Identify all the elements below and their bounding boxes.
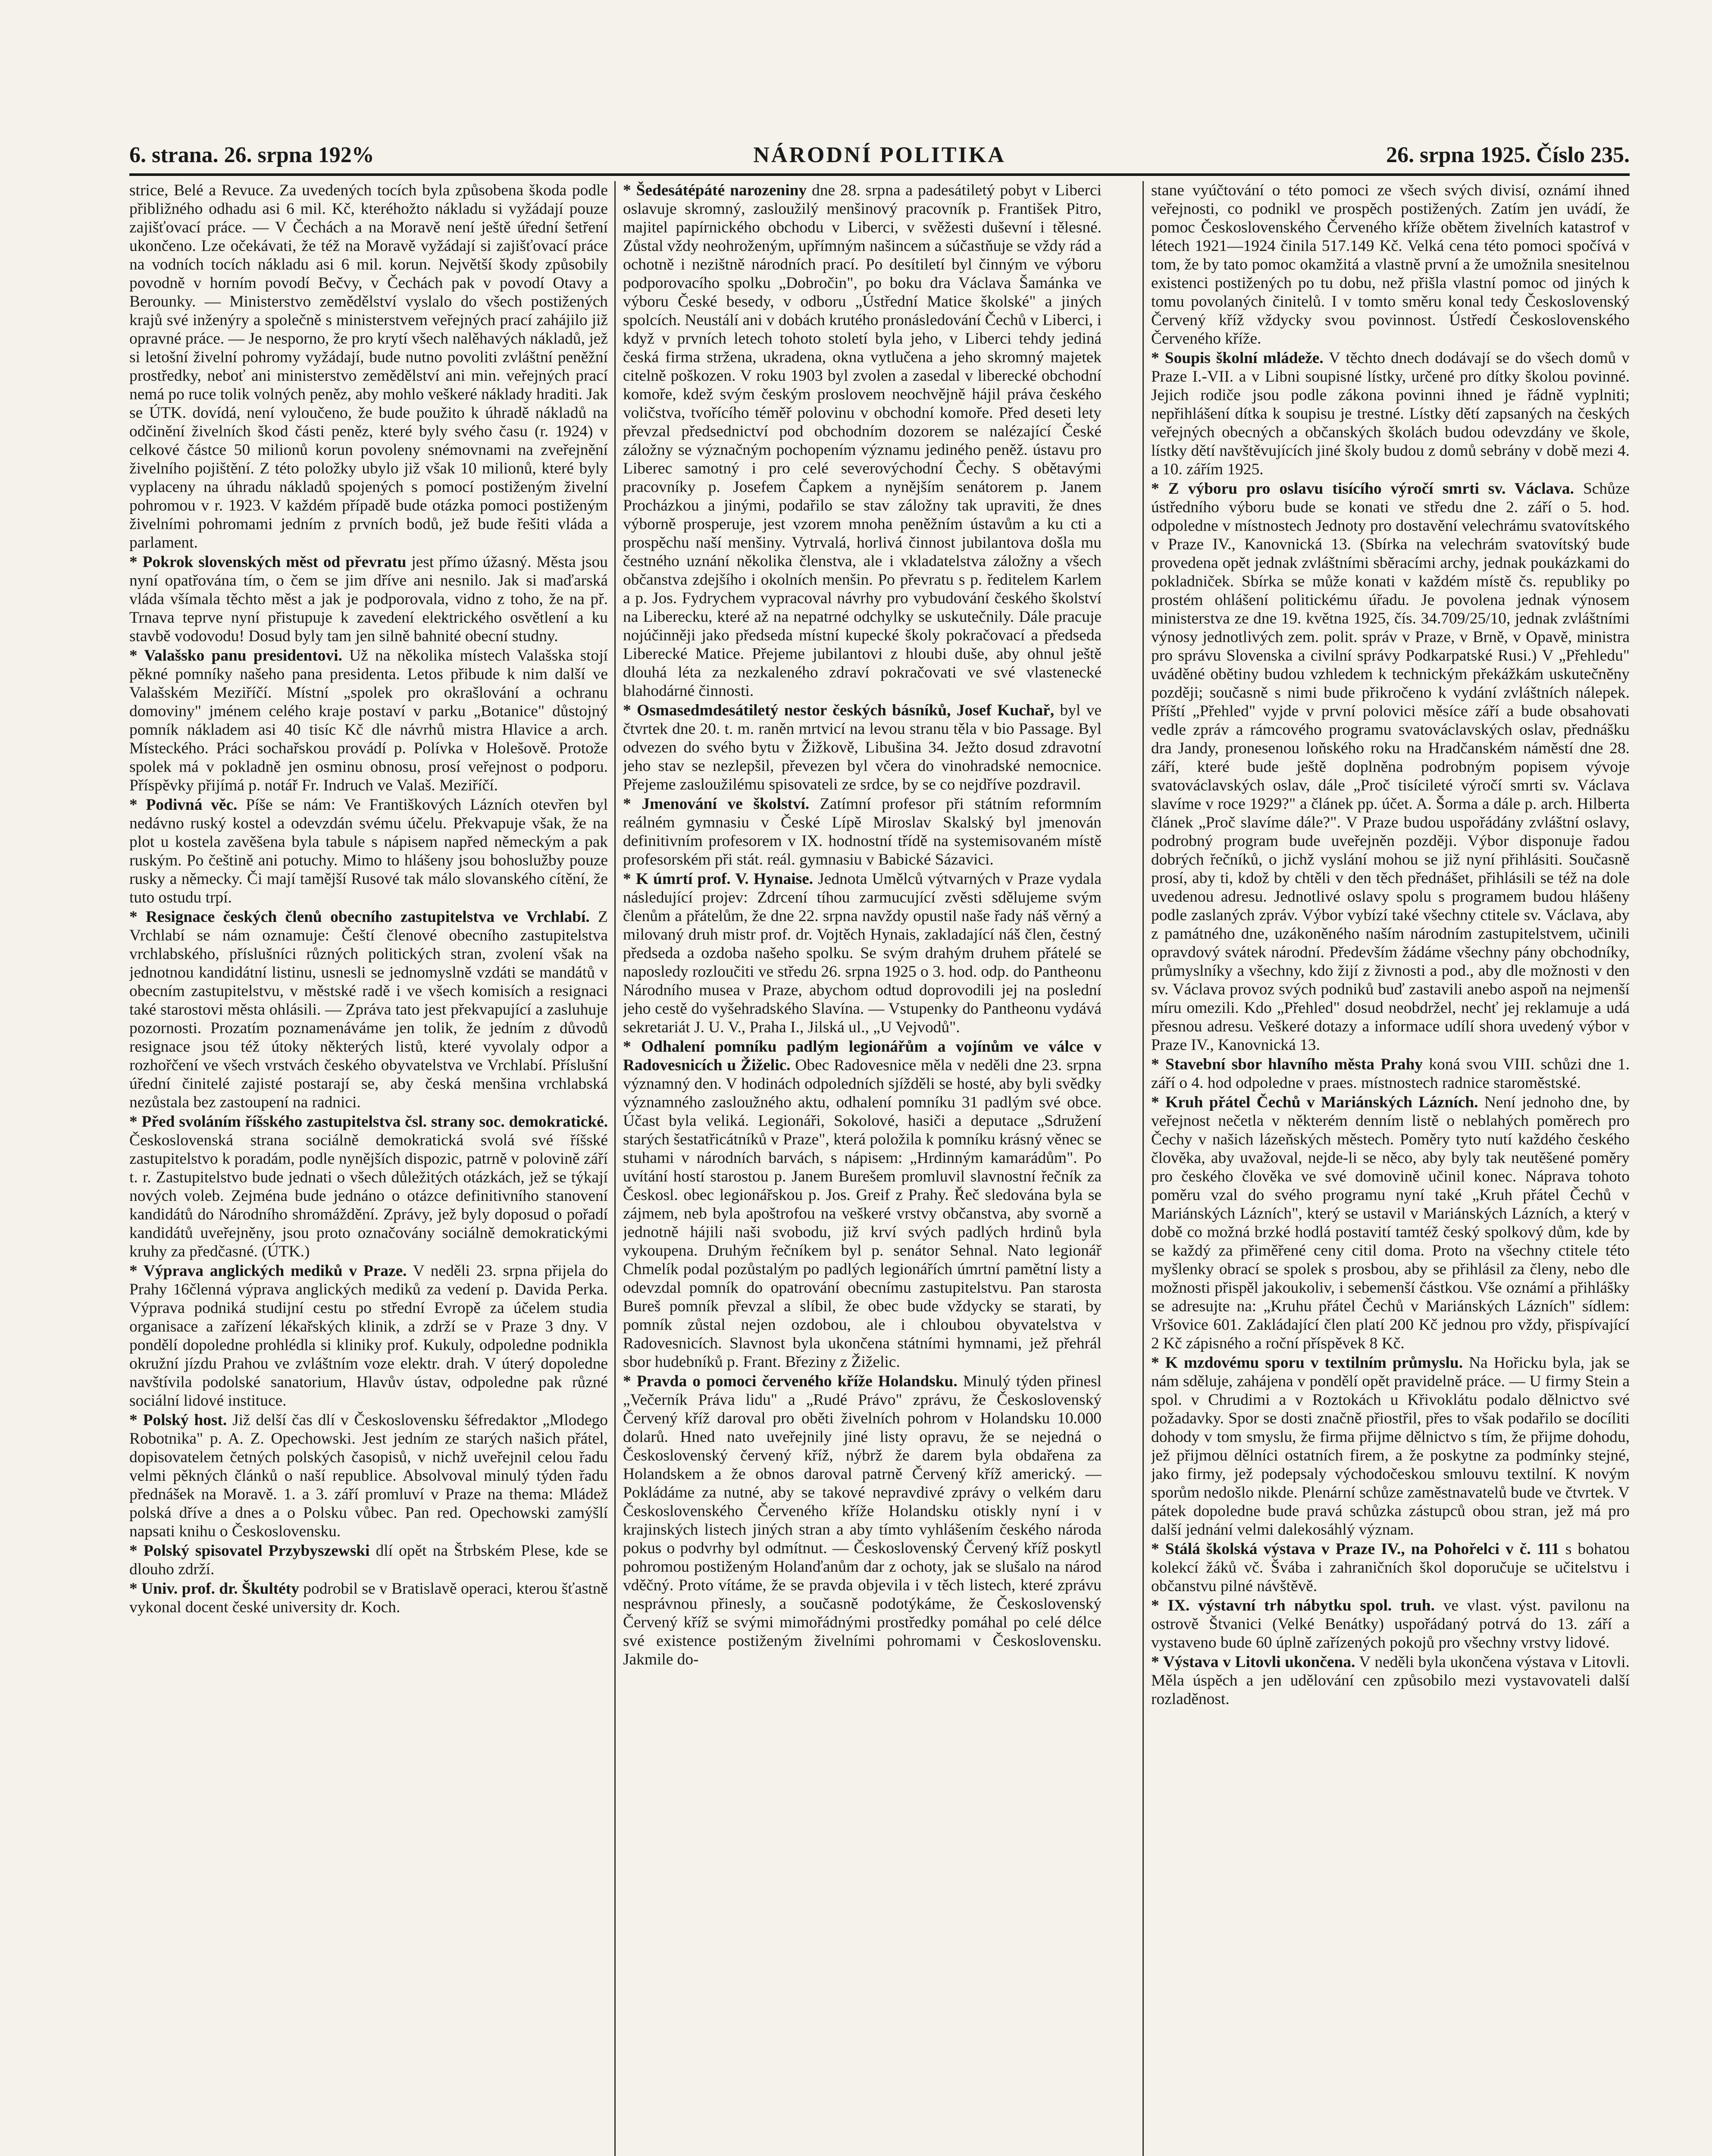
header-rule xyxy=(129,173,1630,176)
article-text: s bohatou kolekcí žáků vč. Švába i zahraničních škol doporučuje se učitelstvu i občanstvu pilné návštěvě. xyxy=(1151,1540,1630,1595)
article-text: strice, Belé a Revuce. Za uvedených tocích byla způsobena škoda podle přibližného odhadu asi 6 mil. Kč, kteréhožto nákladu si vyžádají pouze zajišťovací práce. — V Čechách a na Moravě není ještě úřední šetření ukončeno. Lze očekávati, že též na Moravě vyžádají si zajišťovací práce na vodních tocích nákladu asi 6 mil. korun. Největší škody způsobily povodně v horním povodí Bečvy, v Čechách pak v povodí Otavy a Berounky. — Ministerstvo zemědělství vyslalo do všech postižených krajů své inženýry a společně s ministerstvem veřejných prací zahájilo již opravné práce. — Je nesporno, že pro krytí všech nalěhavých nákladů, jež si letošní živelní pohromy vyžádají, bude nutno povoliti zvláštní peněžní prostředky, neboť ani ministerstvo zemědělství ani min. veřejných prací nemá po ruce tolik volných peněz, aby mohlo veškeré náklady hraditi. Jak se ÚTK. dovídá, není vyloučeno, že bude použito k úhradě nákladů na odčinění živelních škod části peněz, které byly svého času (r. 1924) v celkové částce 50 milionů korun povoleny snémovnami na zveřejnění živelního pojištění. Z této položky ubylo již však 10 milionů, které byly vyplaceny na úhradu nákladů spojených s pomocí postiženým živelní pohromou v r. 1923. V každém případě bude otázka pomoci postiženým živelními pohromami jedním z prvních bodů, jež bude řešiti vláda a parlament. xyxy=(129,182,608,552)
page-header xyxy=(129,142,1630,172)
article-paragraph xyxy=(1151,181,1630,348)
article-heading: * Výstava v Litovli ukončena. xyxy=(1151,1653,1355,1671)
article-heading: * Osmasedmdesátiletý nestor českých básníků, Josef Kuchař, xyxy=(623,702,1054,719)
article-paragraph xyxy=(623,795,1102,869)
article-text: Není jednoho dne, by veřejnost nečetla v některém denním listě o neblahých poměrech pro Čechy v našich lázeňských městech. Poměry tyto nutí každého českého člověka, aby uvažoval, nejde-li se něco, aby byly tak neutěšené poměry pro českého člověka ve své domovině učinil konec. Náprava tohoto poměru vzal do svého programu nyní také „Kruh přátel Čechů v Mariánských Lázních", který se ustavil v Mariánských Lázních, a který v době co možná brzké hodlá postavití tamtéž český spolkový dům, kde by se každý za přiměřené ceny citil doma. Proto na všechny ctitele této myšlenky obrací se spolek s prosbou, aby se přihlásil za členy, nebo dle možnosti přispěl jakoukoliv, i sebemenší částkou. Vše oznámí a přihlášky se adresujte na: „Kruhu přátel Čechů v Mariánských Lázních" sídlem: Vršovice 601. Zakládající člen platí 200 Kč jednou pro vždy, přispívající 2 Kč zápisného a roční příspěvek 8 Kč. xyxy=(1151,1094,1630,1352)
article-heading: * Před svoláním říšského zastupitelstva čsl. strany soc. demokratické. xyxy=(129,1113,608,1131)
article-text: Minulý týden přinesl „Večerník Práva lidu" a „Rudé Právo" zprávu, že Československý Červený kříž daroval pro oběti živelních pohrom v Holandsku 10.000 dolarů. Hned nato uveřejnily jiné listy opravu, že se nejedná o Československý červený kříž, nýbrž že darem byla obdařena za Holandskem a že obnos daroval patrně Červený kříž americký. — Pokládáme za nutné, aby se takové nepravdivé zprávy o velkém daru Československého Červeného kříže Holandsku otiskly nyní i v krajinských listech jiných stran a aby tímto vyhlášením českého národa pokus o podvrhy byl odmítnut. — Československý Červený kříž poskytl pohromou postiženým Holanďanům dar z ochoty, jak se slušalo na národ vděčný. Proto vítáme, že se pravda objevila i v těch listech, které zprávu nesprávnou přinesly, a současně podotýkáme, že Československý Červený kříž se svými mimořádnými prostředky pomáhal po celé délce své existence postiženým živelními pohromami v Československu. Jakmile do- xyxy=(623,1373,1102,1668)
article-text: ve vlast. výst. pavilonu na ostrově Štvanici (Velké Benátky) uspořádaný potrvá do 13. září a vystaveno bude 60 úplně zařízených pokojů pro všechny vrstvy lidové. xyxy=(1151,1597,1630,1651)
article-heading: * Pravda o pomoci červeného kříže Holandsku. xyxy=(623,1373,958,1390)
article-heading: * Pokrok slovenských měst od převratu xyxy=(129,553,406,571)
article-heading: * Z výboru pro oslavu tisícího výročí smrti sv. Václava. xyxy=(1151,480,1574,498)
column-2 xyxy=(623,181,1102,2156)
article-paragraph xyxy=(623,1372,1102,1669)
article-paragraph xyxy=(1151,1093,1630,1353)
article-heading: * IX. výstavní trh nábytku spol. truh. xyxy=(1151,1597,1435,1614)
article-text: Z Vrchlabí se nám oznamuje: Čeští členové obecního zastupitelstva vrchlabského, příslušníci různých politických stran, zvolení však na jednotnou kandidátní listinu, usnesli se jednomyslně vzdáti se mandátů v obecním zastupitelstvu, v městské radě i ve všech komisích a resignaci také starostovi města ohlásili. — Zpráva tato jest překvapující a zasluhuje pozornosti. Prozatím poznamenáváme jen tolik, že jedním z důvodů resignace jsou též útoky některých listů, které vyvolaly odpor a rozhořčení ve všech vrstvách českého obyvatelstva ve Vrchlabí. Příslušní úřední činitelé zajisté postarají se, aby česká menšina vrchlabská nezůstala bez zastoupení na radnici. xyxy=(129,908,608,1111)
article-heading: * Jmenování ve školství. xyxy=(623,795,809,813)
article-heading: * Resignace českých členů obecního zastupitelstva ve Vrchlabí. xyxy=(129,908,590,926)
article-heading: * Šedesátépáté narozeniny xyxy=(623,182,807,199)
article-heading: * Valašsko panu presidentovi. xyxy=(129,647,342,664)
article-paragraph xyxy=(1151,1596,1630,1652)
article-paragraph xyxy=(1151,349,1630,479)
header-date-right: 26. srpna 1925. Číslo 235. xyxy=(1386,143,1630,167)
article-text: jest přímo úžasný. Města jsou nyní opatřována tím, o čem se jim dříve ani nesnilo. Jak si maďarská vláda všímala těchto měst a jak je podporovala, vidno z toho, že na př. Trnava teprve nyní přistupuje k zavedení elektrického osvětlení a ku stavbě vodovodu! Dosud byly tam jen silně bahnité obecní studny. xyxy=(129,553,608,645)
article-paragraph xyxy=(1151,1354,1630,1539)
article-text: Už na několika místech Valašska stojí pěkné pomníky našeho pana presidenta. Letos přibude k nim další ve Valašském Meziříčí. Místní „spolek pro okrašlování a ochranu domoviny" jménem celého kraje postaví v parku „Botanice" důstojný pomník nákladem asi 40 tisíc Kč dle návrhů mistra Hlavice a arch. Místeckého. Práci sochařskou provádí p. Polívka v Holešově. Protože spolek má v pokladně jen osminu obnosu, prosí veřejnost o podporu. Příspěvky přijímá p. notář Fr. Indruch ve Valaš. Meziříčí. xyxy=(129,647,608,794)
article-paragraph xyxy=(129,908,608,1112)
column-1 xyxy=(129,181,608,2156)
article-paragraph xyxy=(623,870,1102,1037)
article-paragraph xyxy=(129,1579,608,1617)
article-paragraph xyxy=(623,181,1102,700)
article-heading: * Kruh přátel Čechů v Mariánských Lázních. xyxy=(1151,1094,1478,1111)
article-text: Obec Radovesnice měla v neděli dne 23. srpna významný den. V hodinách odpoledních sjížděli se hosté, aby byli svědky významného zasloužného aktu, odhalení pomníku 31 padlým své obce. Účast byla veliká. Legionáři, Sokolové, hasiči a deputace „Sdružení starých šestatřicátníků v Praze", která položila k pomníku krásný věnec se stuhami v národních barvách, s nápisem: „Hrdinným kamarádům". Po uvítání hostí starostou p. Janem Burešem promluvil slavnostní řečník za Českosl. obec legionářskou p. Jos. Greif z Prahy. Řeč sledována byla se zájmem, neb byla apoštrofou na veškeré vrstvy občanstva, aby svorně a jednotně hájili naši svobodu, již krví svých padlých hrdinů byla vykoupena. Druhým řečníkem byl p. senátor Sehnal. Nato legionář Chmelík podal pozůstalým po padlých legionářích úmrtní pamětní listy a odevzdal pomník do opatrování obecnímu zastupitelstvu. Pan starosta Bureš pomník převzal a slíbil, že obec bude vždycky se starati, by pomník zůstal nejen ozdobou, ale i chloubou obyvatelstva v Radovesnicích. Slavnost byla ukončena státními hymnami, jež přehrál sbor hudebníků p. Frant. Březiny z Žiželic. xyxy=(623,1056,1102,1371)
article-text: koná svou VIII. schůzi dne 1. září o 4. hod odpoledne v praes. místnostech radnice staroměstské. xyxy=(1151,1056,1630,1092)
column-divider xyxy=(1142,181,1144,2156)
column-divider xyxy=(614,181,616,2156)
masthead-title: NÁRODNÍ POLITIKA xyxy=(753,143,1006,167)
article-text: Píše se nám: Ve Františkových Lázních otevřen byl nedávno ruský kostel a odevzdán svému účelu. Překvapuje však, že na plot u kostela zavěšena byla tabule s nápisem napřed německým a pak ruským. Po češtině ani potuchy. Mimo to hlášeny jsou bohoslužby pouze rusky a německy. Či mají tamější Rusové tak málo slovanského cítění, že tuto ostudu trpí. xyxy=(129,796,608,906)
article-paragraph xyxy=(129,646,608,795)
article-heading: * Stálá školská výstava v Praze IV., na Pohořelci v č. 111 xyxy=(1151,1540,1559,1558)
article-text: Na Hořicku byla, jak se nám sděluje, zahájena v pondělí opět pravidelně práce. — U firmy Stein a spol. v Chrudimi a v Roztokách u Křivoklátu podalo dělnictvo své požadavky. Spor se dosti značně přiostřil, přes to však podařilo se docíliti dohody v tom smyslu, že firma přijme dělnictvo s tím, že přijme dohodu, jež přijmou dělníci ostatních firem, a že poskytne za podmínky stejné, jako firmy, jež podepsaly východočeskou smlouvu textilní. K novým sporům nedošlo nikde. Plenární schůze zaměstnavatelů bude ve čtvrtek. V pátek dopoledne bude pravá schůzka zástupců obou stran, jež má pro další jednání velmi dalekosáhlý význam. xyxy=(1151,1354,1630,1539)
article-heading: * Soupis školní mládeže. xyxy=(1151,349,1324,367)
article-text: Československá strana sociálně demokratická svolá své říšské zastupitelstvo k poradám, podle nynějších dispozic, patrně v polovině září t. r. Zastupitelstvo bude jednati o všech důležitých otázkách, jež se týkají nových voleb. Zejména bude jednáno o otázce definitivního stanovení kandidátů do Národního shromáždění. Zprávy, jež byly doposud o pořadí kandidátů uveřejněny, jsou proto označovány sociálně demokratickými kruhy za předčasné. (ÚTK.) xyxy=(129,1131,608,1260)
article-text: Schůze ústředního výboru bude se konati ve středu dne 2. září o 5. hod. odpoledne v místnostech Jednoty pro dostavění velechrámu svatovítského v Praze IV., Kanovnická 13. (Sbírka na velechrám svatovítský bude provedena opět jednak zvláštními sběracími archy, jednak poukázkami do pokladniček. Sbírka se může konati v každém místě čs. republiky po prostém ohlášení politickému úřadu. Je povolena jednak výnosem ministerstva ze dne 19. května 1925, čís. 34.709/25/10, jednak zvláštními výnosy jednotlivých zem. polit. správ v Praze, v Brně, v Opavě, ministra pro správu Slovenska a civilní správy Podkarpatské Rusi.) V „Přehledu" uváděné obětiny budou vzhledem k technickým překážkám uskutečněny později; současně s nimi bude přikročeno k vydání zvláštních nálepek. Příští „Přehled" vyjde v první polovici měsíce září a bude obsahovati vedle zpráv a rámcového programu svatováclavských oslav, přednášku dra Jandy, pronesenou loňského roku na Hradčanském náměstí dne 28. září, které bude ještě doplněna podrobným popisem vývoje svatováclavských oslav, dále „Proč tisícileté výročí smrti sv. Václava slavíme v roce 1929?" a článek pp. účet. A. Šorma a dále p. arch. Hilberta článek „Proč slavíme dále?". V Praze budou uspořádány zvláštní oslavy, podrobný program bude uveřejněn později. Výbor disponuje řadou dobrých řečníků, o jichž vyslání mohou se již nyní přihlásiti. Současně prosí, aby ti, kdož by chtěli v den těch přednášet, přihlásili se též na dole uvedenou adresu. Jednotlivé oslavy spolu s programem budou hlášeny podle zaslaných zpráv. Výbor vybízí také všechny ctitele sv. Václava, aby z památného dne, uzákoněného naším národním zastupitelstvem, učinili opravdový svátek národní. Především žádáme všechny pány obchodníky, průmyslníky a všechny, kdo žijí z živnosti a pod., aby dle možnosti v den sv. Václava provoz svých podniků buď zastavili anebo aspoň na nejmenší míru omezili. Kdo „Přehled" dosud neobdržel, nechť jej reklamuje a udá přesnou adresu. Veškeré dotazy a informace udílí shora uvedený výbor v Praze IV., Kanovnická 13. xyxy=(1151,480,1630,1054)
article-heading: * Podivná věc. xyxy=(129,796,237,814)
article-text: V těchto dnech dodávají se do všech domů v Praze I.-VII. a v Libni soupisné lístky, určené pro dítky školou povinné. Jejich rodiče jsou podle zákona povinni ihned je řádně vyplniti; nepřihlášení dítka k soupisu je trestné. Lístky dětí zapsaných na českých veřejných obecných a občanských školách budou odevzdány ve škole, lístky dětí navštěvujících jiné školy budou z domů sebrány v době mezi 4. a 10. zářím 1925. xyxy=(1151,349,1630,478)
article-text: Již delší čas dlí v Československu šéfredaktor „Mlodego Robotnika" p. A. Z. Opechowski. Jest jedním ze starých našich přátel, dopisovatelem četných polských časopisů, v nichž uveřejnil celou řadu velmi pěkných článků o naší republice. Absolvoval minulý týden řadu přednášek na Moravě. 1. a 3. září promluví v Praze na thema: Mládež polská dříve a dnes a o Polsku vůbec. Pan red. Opechowski zamýšlí napsati knihu o Československu. xyxy=(129,1411,608,1540)
article-paragraph xyxy=(129,1112,608,1261)
article-text: Jednota Umělců výtvarných v Praze vydala následující projev: Zdrcení tíhou zarmucující zvěsti sdělujeme svým členům a přátelům, že dne 22. srpna navždy opustil naše řady náš věrný a milovaný druh mistr prof. dr. Vojtěch Hynais, zakladající náš člen, čestný předseda a ozdoba našeho spolku. Se svým drahým druhem přátelé se naposledy rozloučiti ve středu 26. srpna 1925 o 3. hod. odp. do Pantheonu Národního musea v Praze, abychom odtud doprovodili jej na poslední jeho cestě do vyšehradského Slavína. — Vstupenky do Pantheonu vydává sekretariát J. U. V., Praha I., Jilská ul., „U Vejvodů". xyxy=(623,870,1102,1036)
article-text: stane vyúčtování o této pomoci ze všech svých divisí, oznámí ihned veřejnosti, co podnikl ve prospěch postižených. Zatím jen uvádí, že pomoc Československého Červeného kříže obětem živelních katastrof v létech 1921—1924 činila 517.149 Kč. Velká cena této pomoci spočívá v tom, že by tato pomoc okamžitá a vlastně první a že umožnila snesitelnou existenci postižených po tu dobu, než přišla vlastní pomoc od jiných k tomu povolaných činitelů. I v tomto směru konal tedy Československý Červený kříž vždycky svou povinnost. Ústředí Československého Červeného kříže. xyxy=(1151,182,1630,348)
article-text: podrobil se v Bratislavě operaci, kterou šťastně vykonal docent české university dr. Koch. xyxy=(129,1580,608,1616)
article-text: Zatímní profesor při státním reformním reálném gymnasiu v České Lípě Miroslav Skalský byl jmenován definitivním profesorem v IX. hodnostní třídě na systemisovaném místě profesorském při stát. reál. gymnasiu v Babické Sázavici. xyxy=(623,795,1102,868)
article-heading: * Výprava anglických mediků v Praze. xyxy=(129,1262,407,1280)
article-paragraph xyxy=(129,1262,608,1410)
article-paragraph xyxy=(129,181,608,552)
article-heading: * Polský spisovatel Przybyszewski xyxy=(129,1542,369,1560)
article-paragraph xyxy=(1151,1055,1630,1092)
article-text: dlí opět na Štrbském Plese, kde se dlouho zdrží. xyxy=(129,1542,608,1578)
article-text: byl ve čtvrtek dne 20. t. m. raněn mrtvicí na levou stranu těla v bio Passage. Byl odvezen do svého bytu v Žižkově, Libušina 34. Ježto dosud zdravotní jeho stav se nezlepšil, převezen byl včera do vinohradské nemocnice. Přejeme zasloužilému spisovateli ze srdce, by se co nejdříve pozdravil. xyxy=(623,702,1102,793)
article-paragraph xyxy=(1151,1653,1630,1708)
article-paragraph xyxy=(129,553,608,646)
article-paragraph xyxy=(129,796,608,907)
article-text: dne 28. srpna a padesátiletý pobyt v Liberci oslavuje skromný, zasloužilý menšinový pracovník p. František Pitro, majitel papírnického obchodu v Liberci, v svěžesti duševní i tělesné. Zůstal vždy neohroženým, upřímným našincem a súčastňuje se vždy rád a ochotně i nezištně národních prací. Po desítiletí byl činným ve výboru podporovacího spolku „Dobročin", po boku dra Václava Šamánka ve výboru České besedy, v odboru „Ústřední Matice školské" a jiných spolcích. Neustálí ani v dobách krutého pronásledování Čechů v Liberci, i když v prvních letech tohoto století byla jeho, v Liberci tehdy jediná česká firma stržena, ukradena, okna vytlučena a jeho skromný majetek citelně poškozen. V roku 1903 byl zvolen a zasedal v liberecké obchodní komoře, kdež svým českým proslovem neochvějně hájil práva českého voličstva, tvořícího téměř polovinu v obchodní komoře. Před deseti lety převzal předsednictví pod obchodním dozorem se nalézající České záložny se význačným pochopením významu jediného peněž. ústavu pro Liberec samotný i pro celé severovýchodní Čechy. S obětavými pracovníky p. Josefem Čapkem a nynějším senátorem p. Janem Procházkou a jinými, podařilo se stav záložny tak upraviti, že dnes výborně prosperuje, jest vzorem mnoha peněžním ústavům a ku cti a prospěchu naší menšiny. Vytrvalá, horlivá činnost jubilantova došla mu čestného uznání několika členstva, ale i vkladatelstva záložny a všech občanstva zdejšího i okolních menšin. Po převratu s p. ředitelem Karlem a p. Jos. Fydrychem vypracoval návrhy pro vybudování českého školství na Liberecku, které až na nepatrné odchylky se uskutečnily. Dále pracuje nojúčinněji jako předseda místní kupecké školy pokračovací a předseda Liberecké Matice. Přejeme jubilantovi z hloubi duše, aby ohnul ještě dlouhá léta za nezkaleného zdraví pokračovati ve své vlastenecké blahodárné činnosti. xyxy=(623,182,1102,700)
article-heading: * Odhalení pomníku padlým legionářům a vojínům ve válce v Radovesnicích u Žiželic. xyxy=(623,1038,1102,1074)
article-paragraph xyxy=(129,1411,608,1541)
article-paragraph xyxy=(1151,1540,1630,1595)
article-heading: * Polský host. xyxy=(129,1411,227,1429)
article-heading: * Stavební sbor hlavního města Prahy xyxy=(1151,1056,1423,1073)
article-paragraph xyxy=(129,1542,608,1579)
article-heading: * K úmrtí prof. V. Hynaise. xyxy=(623,870,813,888)
article-paragraph xyxy=(623,1037,1102,1371)
column-3 xyxy=(1151,181,1630,2156)
header-date-left: 6. strana. 26. srpna 192% xyxy=(129,143,374,167)
article-text: V neděli byla ukončena výstava v Litovli. Měla úspěch a jen udělování cen způsobilo mezi vystavovateli další rozladěnost. xyxy=(1151,1653,1630,1708)
article-heading: * Univ. prof. dr. Škultéty xyxy=(129,1580,299,1598)
article-heading: * K mzdovému sporu v textilním průmyslu. xyxy=(1151,1354,1463,1372)
article-text: V neděli 23. srpna přijela do Prahy 16členná výprava anglických mediků za vedení p. Davida Perka. Výprava podniká studijní cestu po střední Evropě za účelem studia organisace a zařízení lékařských klinik, a zdrží se v Praze 3 dny. V pondělí dopoledne prohlédla si kliniky prof. Kukuly, odpoledne podnikla okružní jízdu Prahou ve zvláštním voze elektr. drah. V úterý dopoledne navštívila podolské sanatorium, Hlavův ústav, odpoledne pak různé sociální lidové instituce. xyxy=(129,1262,608,1410)
article-paragraph xyxy=(623,701,1102,794)
article-paragraph xyxy=(1151,479,1630,1054)
